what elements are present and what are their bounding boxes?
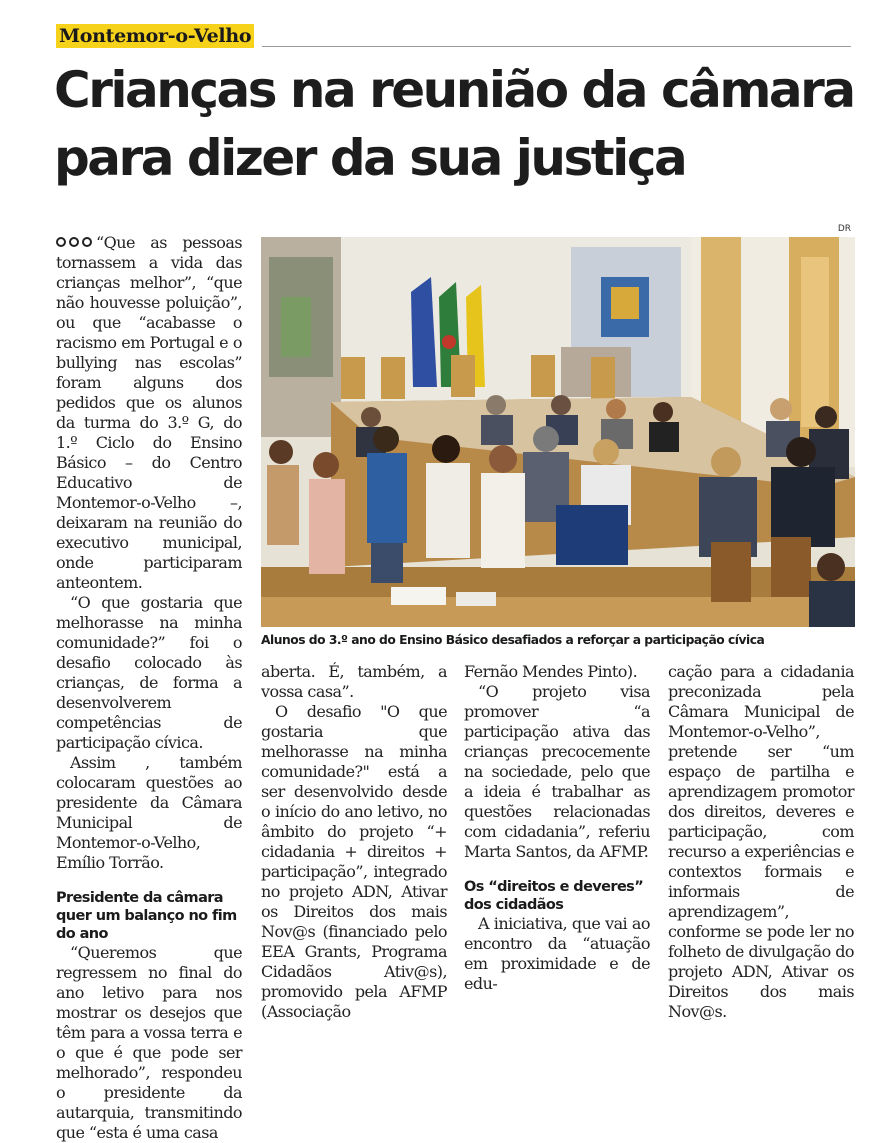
photo-caption: Alunos do 3.º ano do Ensino Básico desafiados a reforçar a participação cívica — [261, 633, 765, 647]
paragraph-2: “O que gostaria que melhorasse na minha comunidade?” foi o desafio colocado às crianças, de forma a desenvolverem competências de participação cívica. — [56, 593, 242, 752]
paragraph-3: Assim , também colocaram questões ao presidente da Câmara Municipal de Montemor-o-Velho, Emílio Torrão. — [56, 753, 242, 872]
meeting-photo — [261, 237, 855, 627]
photo-credit: DR — [837, 224, 851, 234]
paragraph-10: cação para a cidadania preconizada pela Câmara Municipal de Montemor-o-Velho”, pretende ser “um espaço de partilha e aprendizagem promotor dos direitos, deveres e participação, com recurso a experiências e contextos formais e informais de aprendizagem”, conforme se pode ler no folheto de divulgação do projeto ADN, Ativar os Direitos dos mais Nov@s. — [668, 662, 854, 1021]
headline-line-1: Crianças na reunião da câmara — [54, 61, 854, 119]
meeting-photo-illustration — [261, 237, 855, 627]
subhead-president: Presidente da câmara quer um balanço no fim do ano — [56, 890, 237, 942]
article-column-4 — [668, 662, 854, 1022]
paragraph-8: “O projeto visa promover “a participação ativa das crianças precocemente na sociedade, pelo que a ideia é trabalhar as questões relacionadas com cidadania”, referiu Marta Santos, da AFMP. — [464, 682, 650, 861]
section-rule — [262, 46, 851, 47]
article-column-3 — [464, 662, 650, 994]
article-column-2 — [261, 662, 447, 1022]
subhead-rights: Os “direitos e deveres” dos cidadãos — [464, 879, 644, 913]
paragraph-5: aberta. É, também, a vossa casa”. — [261, 662, 447, 701]
headline — [54, 56, 864, 192]
paragraph-7: Fernão Mendes Pinto). — [464, 662, 638, 681]
lead-paragraph: “Que as pessoas tornassem a vida das crianças melhor”, “que não houvesse poluição”, ou que “acabasse o racismo em Portugal e o bullying nas escolas” foram alguns dos pedidos que os alunos da turma do 3.º G, do 1.º Ciclo do Ensino Básico – do Centro Educativo de Montemor-o-Velho –, deixaram na reunião do executivo municipal, onde participaram anteontem. — [56, 233, 242, 592]
headline-line-2: para dizer da sua justiça — [54, 129, 686, 187]
bullet-dots-icon — [56, 237, 92, 247]
article-column-1 — [56, 233, 242, 1143]
paragraph-6: O desafio "O que gostaria que melhorasse na minha comunidade?" está a ser desenvolvido desde o início do ano letivo, no âmbito do projeto “+ cidadania + direitos + participação”, integrado no projeto ADN, Ativar os Direitos dos mais Nov@s (financiado pelo EEA Grants, Programa Cidadãos Ativ@s), promovido pela AFMP (Associação — [261, 702, 447, 1021]
section-tag: Montemor-o-Velho — [56, 24, 254, 48]
paragraph-9: A iniciativa, que vai ao encontro da “atuação em proximidade e de edu- — [464, 914, 650, 993]
paragraph-4: “Queremos que regressem no final do ano letivo para nos mostrar os desejos que têm para a vossa terra e o que é que pode ser melhorado”, respondeu o presidente da autarquia, transmitindo que “esta é uma casa — [56, 943, 242, 1142]
